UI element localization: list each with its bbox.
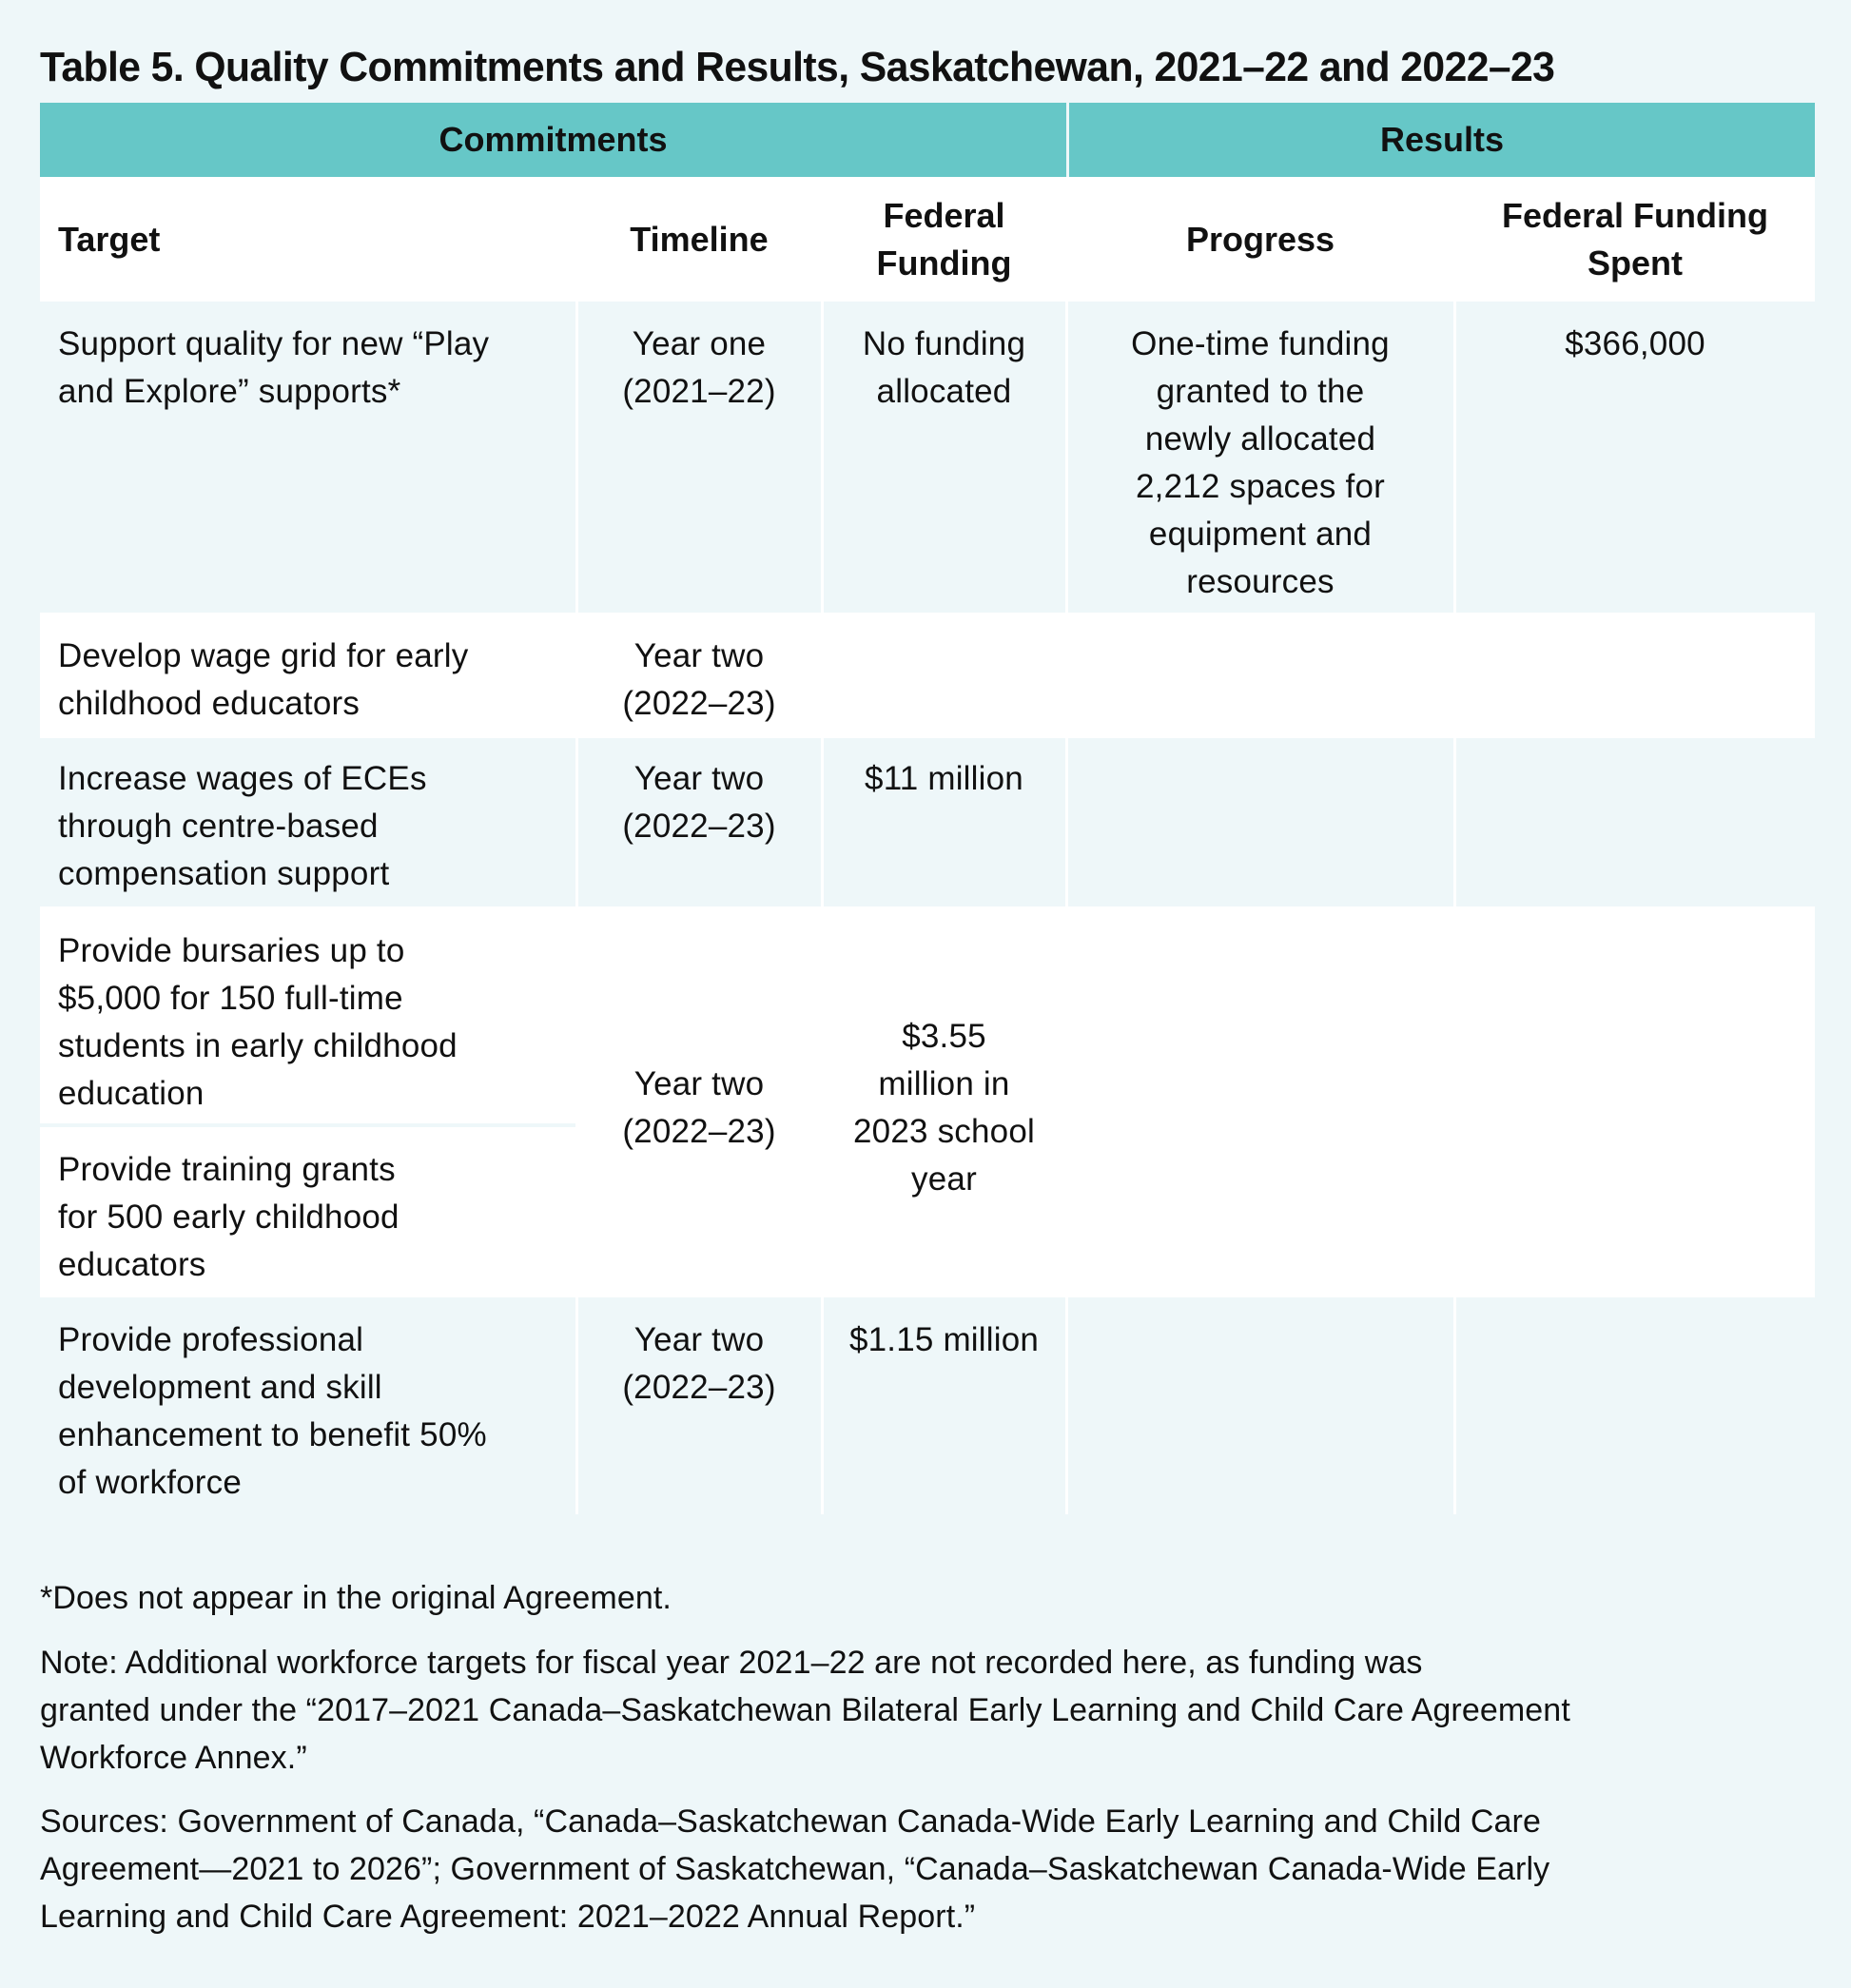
footnote-line: *Does not appear in the original Agreement. bbox=[40, 1580, 672, 1616]
column-header-federal-funding-line: Funding bbox=[876, 243, 1012, 283]
cell-federal-funding bbox=[823, 755, 1065, 803]
column-header-federal-funding-spent-line: Federal Funding bbox=[1501, 195, 1768, 235]
group-header-commitments bbox=[40, 103, 1066, 177]
cell-line: education bbox=[58, 1075, 205, 1112]
cell-line: childhood educators bbox=[58, 685, 360, 722]
column-header-federal-funding-line: Federal bbox=[883, 195, 1005, 235]
cell-timeline bbox=[577, 633, 821, 728]
cell-target-secondary bbox=[58, 1146, 572, 1289]
cell-line: Support quality for new “Play bbox=[58, 325, 490, 362]
cell-line: (2021–22) bbox=[622, 373, 776, 410]
column-header-federal-funding-spent-line: Spent bbox=[1587, 243, 1683, 283]
cell-line: Year two bbox=[633, 760, 765, 797]
cell-line: Develop wage grid for early bbox=[58, 637, 469, 674]
column-header-progress bbox=[1067, 177, 1453, 302]
cell-target bbox=[58, 633, 572, 728]
cell-line: equipment and bbox=[1148, 516, 1373, 553]
cell-line: year bbox=[911, 1160, 977, 1198]
cell-line: Provide training grants bbox=[58, 1151, 396, 1188]
cell-line: $366,000 bbox=[1565, 325, 1705, 362]
column-header-timeline-label: Timeline bbox=[630, 219, 769, 259]
column-divider bbox=[1453, 738, 1456, 906]
footnote-line: Workforce Annex.” bbox=[40, 1740, 307, 1776]
table-title: Table 5. Quality Commitments and Results, Saskatchewan, 2021–22 and 2022–23 bbox=[40, 44, 1555, 90]
cell-timeline bbox=[577, 755, 821, 850]
footnote-line: Note: Additional workforce targets for fiscal year 2021–22 are not recorded here, as funding was bbox=[40, 1645, 1423, 1681]
footnote-line: Sources: Government of Canada, “Canada–Saskatchewan Canada-Wide Early Learning and Child Care bbox=[40, 1803, 1541, 1840]
cell-line: $5,000 for 150 full-time bbox=[58, 980, 403, 1017]
column-divider bbox=[1065, 738, 1068, 906]
cell-line: $1.15 million bbox=[848, 1321, 1040, 1358]
footnote-line: Learning and Child Care Agreement: 2021–2022 Annual Report.” bbox=[40, 1899, 976, 1935]
cell-timeline bbox=[577, 321, 821, 416]
cell-line: resources bbox=[1186, 563, 1335, 600]
cell-line: 2023 school bbox=[853, 1113, 1035, 1150]
cell-line: (2022–23) bbox=[622, 1113, 776, 1150]
column-header-target-label: Target bbox=[58, 219, 161, 259]
cell-federal-funding bbox=[823, 321, 1065, 416]
footnote-line: Agreement—2021 to 2026”; Government of Saskatchewan, “Canada–Saskatchewan Canada-Wide Early bbox=[40, 1851, 1550, 1887]
cell-target bbox=[58, 321, 572, 416]
cell-line: compensation support bbox=[58, 855, 390, 892]
column-divider bbox=[1453, 1297, 1456, 1514]
cell-line: development and skill bbox=[58, 1369, 382, 1406]
cell-line: enhancement to benefit 50% bbox=[58, 1416, 487, 1453]
cell-line: No funding bbox=[862, 325, 1026, 362]
group-header-results bbox=[1069, 103, 1815, 177]
cell-line: One-time funding bbox=[1131, 325, 1390, 362]
cell-line: Year two bbox=[633, 637, 765, 674]
cell-line: educators bbox=[58, 1246, 206, 1283]
cell-timeline bbox=[577, 1316, 821, 1412]
cell-line: through centre-based bbox=[58, 808, 379, 845]
cell-line: of workforce bbox=[58, 1464, 243, 1501]
cell-line: Increase wages of ECEs bbox=[58, 760, 427, 797]
column-header-progress-label: Progress bbox=[1185, 219, 1335, 259]
footnote-sources bbox=[40, 1798, 1828, 1940]
cell-line: million in bbox=[878, 1065, 1010, 1102]
cell-federal-funding bbox=[823, 1013, 1065, 1203]
footnote-asterisk bbox=[40, 1574, 1828, 1622]
cell-line: $3.55 bbox=[902, 1018, 986, 1055]
cell-target bbox=[58, 755, 572, 898]
column-header-federal-funding-spent bbox=[1455, 177, 1815, 302]
cell-federal-funding bbox=[823, 1316, 1065, 1364]
cell-target bbox=[58, 927, 572, 1118]
cell-line: Year two bbox=[633, 1321, 765, 1358]
cell-line: students in early childhood bbox=[58, 1027, 458, 1064]
cell-federal-funding-spent bbox=[1455, 321, 1815, 368]
cell-line: and Explore” supports* bbox=[58, 373, 401, 410]
cell-line: Year two bbox=[633, 1065, 765, 1102]
cell-timeline bbox=[577, 1061, 821, 1156]
cell-line: (2022–23) bbox=[622, 1369, 776, 1406]
cell-line: Year one bbox=[632, 325, 767, 362]
cell-line: Provide professional bbox=[58, 1321, 364, 1358]
group-header-commitments-label: Commitments bbox=[438, 120, 668, 159]
group-header-results-label: Results bbox=[1379, 120, 1505, 159]
cell-line: $11 million bbox=[865, 760, 1023, 797]
cell-target bbox=[58, 1316, 572, 1507]
cell-line: allocated bbox=[876, 373, 1012, 410]
cell-line: 2,212 spaces for bbox=[1136, 468, 1385, 505]
footnote-line: granted under the “2017–2021 Canada–Saskatchewan Bilateral Early Learning and Child Care Agreement bbox=[40, 1692, 1570, 1728]
column-header-federal-funding bbox=[823, 177, 1065, 302]
cell-line: newly allocated bbox=[1144, 420, 1376, 458]
cell-line: (2022–23) bbox=[622, 808, 776, 845]
cell-line: for 500 early childhood bbox=[58, 1199, 399, 1236]
footnote-note bbox=[40, 1639, 1828, 1782]
column-header-timeline bbox=[577, 177, 821, 302]
row-divider bbox=[40, 1123, 575, 1127]
cell-line: Provide bursaries up to bbox=[58, 932, 405, 969]
cell-progress bbox=[1067, 321, 1453, 606]
cell-line: (2022–23) bbox=[622, 685, 776, 722]
cell-line: granted to the bbox=[1156, 373, 1365, 410]
column-header-target bbox=[58, 177, 553, 302]
column-divider bbox=[1065, 1297, 1068, 1514]
